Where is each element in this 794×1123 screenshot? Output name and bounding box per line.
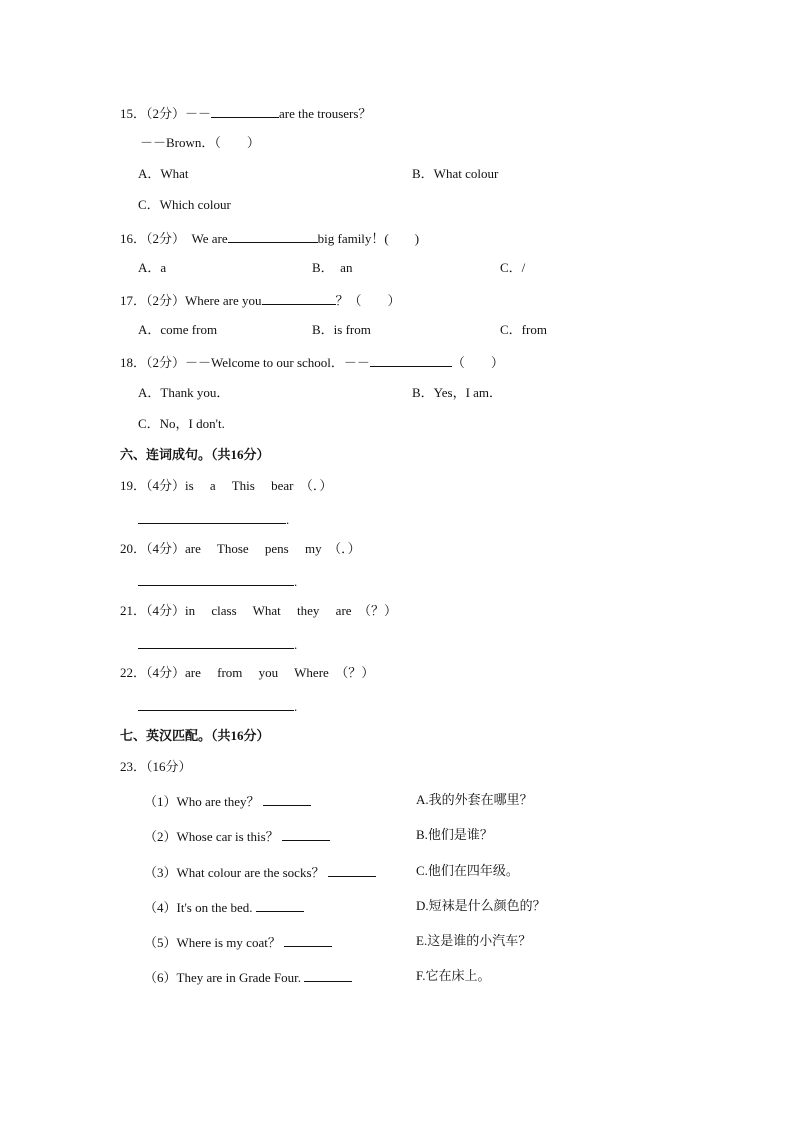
q21-blank	[138, 635, 294, 649]
match-right-c: C.他们在四年级。	[416, 863, 519, 878]
q15-reply: －－Brown．（ ）	[140, 135, 260, 150]
q16-blank	[228, 229, 318, 243]
q22-blank	[138, 697, 294, 711]
q16-option-b: B． an	[312, 260, 353, 275]
section-7-title: 七、英汉匹配。（共16分）	[120, 728, 270, 743]
match-right-b: B.他们是谁？	[416, 827, 493, 842]
q17-option-c: C．from	[500, 322, 547, 337]
q15-option-b: B．What colour	[412, 166, 499, 181]
q18-option-a: A．Thank you．	[138, 385, 230, 400]
q15-option-a: A．What	[138, 166, 189, 181]
q18-blank	[370, 353, 452, 367]
match-left-3: （3）What colour are the socks？	[144, 863, 376, 881]
q18-stem: 18．（2分）－－Welcome to our school．－－ （ ）	[120, 355, 504, 370]
match-right-e: E.这是谁的小汽车？	[416, 933, 532, 948]
q15-option-c: C．Which colour	[138, 197, 231, 212]
q18-option-b: B．Yes，I am．	[412, 385, 503, 400]
q17-blank	[262, 291, 336, 305]
match-blank-2	[282, 827, 330, 841]
section-6-title: 六、连词成句。（共16分）	[120, 447, 270, 462]
match-blank-4	[256, 898, 304, 912]
match-left-4: （4）It's on the bed.	[144, 898, 304, 916]
q18-option-c: C．No，I don't.	[138, 416, 225, 431]
q22-stem: 22．（4分）are from you Where （？）	[120, 665, 375, 680]
match-right-f: F.它在床上。	[416, 968, 491, 983]
match-left-5: （5）Where is my coat？	[144, 933, 332, 951]
match-left-2: （2）Whose car is this？	[144, 827, 330, 845]
q23-stem: 23．（16分）	[120, 759, 192, 774]
match-left-6: （6）They are in Grade Four.	[144, 968, 352, 986]
q15-stem: 15．（2分）－－ are the trousers？	[120, 106, 372, 121]
q17-stem: 17．（2分）Where are you ？（ ）	[120, 293, 401, 308]
q19-answer-line: .	[138, 510, 289, 528]
q21-stem: 21．（4分）in class What they are （？）	[120, 603, 398, 618]
q17-option-b: B．is from	[312, 322, 371, 337]
q20-answer-line: .	[138, 572, 297, 590]
match-blank-5	[284, 933, 332, 947]
q15-blank	[211, 104, 279, 118]
q20-blank	[138, 572, 294, 586]
match-right-d: D.短袜是什么颜色的？	[416, 898, 546, 913]
q21-answer-line: .	[138, 635, 297, 653]
match-right-a: A.我的外套在哪里？	[416, 792, 533, 807]
q20-stem: 20．（4分）are Those pens my （．）	[120, 541, 361, 556]
q19-stem: 19．（4分）is a This bear （．）	[120, 478, 333, 493]
match-blank-1	[263, 792, 311, 806]
match-blank-6	[304, 968, 352, 982]
q22-answer-line: .	[138, 697, 297, 715]
q19-blank	[138, 510, 286, 524]
match-blank-3	[328, 863, 376, 877]
q16-option-a: A．a	[138, 260, 167, 275]
q16-option-c: C．/	[500, 260, 526, 275]
q16-stem: 16．（2分） We are big family！( )	[120, 231, 420, 246]
match-left-1: （1）Who are they？	[144, 792, 311, 810]
q17-option-a: A．come from	[138, 322, 218, 337]
